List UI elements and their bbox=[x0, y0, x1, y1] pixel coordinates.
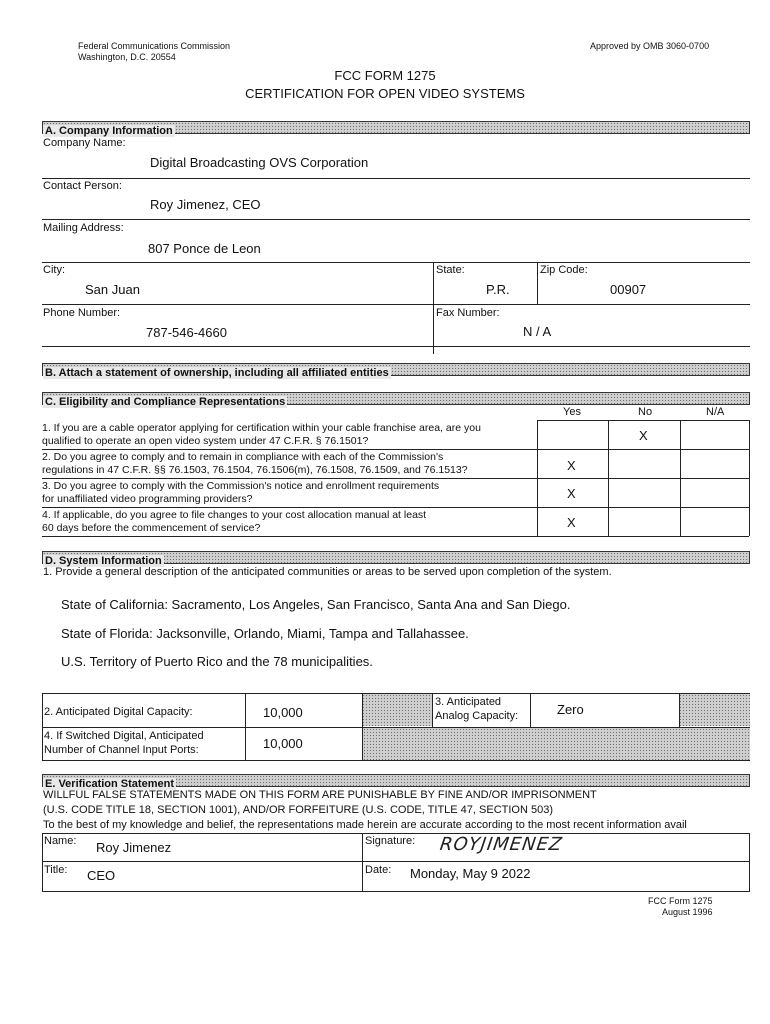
section-e-header bbox=[42, 774, 750, 790]
signature-value: ROYJIMENEZ bbox=[438, 834, 564, 855]
date-label: Date: bbox=[365, 864, 392, 876]
title-label: Title: bbox=[44, 864, 68, 876]
divider bbox=[42, 304, 750, 305]
divider bbox=[749, 420, 750, 536]
state-value: P.R. bbox=[486, 282, 510, 297]
section-d-header bbox=[42, 551, 750, 567]
d-question-1: 1. Provide a general description of the anticipated communities or areas to be served upon completion of the system. bbox=[43, 566, 612, 578]
divider bbox=[530, 693, 531, 727]
divider bbox=[537, 420, 749, 421]
column-yes: Yes bbox=[563, 406, 581, 418]
warning-line-2: (U.S. CODE TITLE 18, SECTION 1001), AND/OR FORFEITURE (U.S. CODE, TITLE 47, SECTION 503) bbox=[43, 804, 553, 816]
divider bbox=[42, 833, 43, 891]
c-question-4-line-2: 60 days before the commencement of service? bbox=[42, 522, 261, 534]
analog-capacity-label-2: Analog Capacity: bbox=[435, 710, 519, 722]
divider bbox=[42, 861, 750, 862]
c-question-1-mark: X bbox=[639, 428, 648, 443]
signature-label: Signature: bbox=[365, 835, 416, 847]
omb-approval: Approved by OMB 3060-0700 bbox=[590, 41, 710, 51]
attestation-text: To the best of my knowledge and belief, the representations made herein are accurate according to the most recent information avail bbox=[43, 819, 687, 831]
channel-ports-label-1: 4. If Switched Digital, Anticipated bbox=[44, 730, 204, 742]
divider bbox=[42, 536, 749, 537]
name-label: Name: bbox=[44, 835, 77, 847]
divider bbox=[42, 178, 750, 179]
description-line-1: State of California: Sacramento, Los Angeles, San Francisco, Santa Ana and San Diego. bbox=[61, 597, 571, 612]
section-b-heading: B. Attach a statement of ownership, including all affiliated entities bbox=[45, 367, 389, 379]
phone-number-label: Phone Number: bbox=[43, 307, 121, 319]
shaded-cell bbox=[362, 694, 432, 726]
divider bbox=[42, 833, 750, 834]
city-value: San Juan bbox=[85, 282, 140, 297]
divider bbox=[362, 833, 363, 891]
title-value: CEO bbox=[87, 868, 116, 883]
zip-code-label: Zip Code: bbox=[540, 264, 588, 276]
footer-date: August 1996 bbox=[662, 907, 713, 917]
zip-code-value: 00907 bbox=[610, 282, 647, 297]
channel-ports-value: 10,000 bbox=[263, 736, 303, 751]
divider bbox=[537, 262, 538, 304]
company-name-value: Digital Broadcasting OVS Corporation bbox=[150, 155, 369, 170]
fax-number-label: Fax Number: bbox=[436, 307, 500, 319]
divider bbox=[433, 262, 434, 354]
mailing-address-value: 807 Ponce de Leon bbox=[148, 241, 261, 256]
footer-form: FCC Form 1275 bbox=[648, 896, 713, 906]
form-title: FCC FORM 1275 bbox=[334, 68, 436, 83]
section-c-header bbox=[42, 392, 750, 408]
c-question-2-line-1: 2. Do you agree to comply and to remain in compliance with each of the Commission's bbox=[42, 451, 444, 463]
digital-capacity-label: 2. Anticipated Digital Capacity: bbox=[44, 706, 193, 718]
channel-ports-label-2: Number of Channel Input Ports: bbox=[44, 744, 199, 756]
description-line-2: State of Florida: Jacksonville, Orlando, Miami, Tampa and Tallahassee. bbox=[61, 626, 469, 641]
agency-address: Washington, D.C. 20554 bbox=[78, 52, 176, 62]
fax-number-value: N / A bbox=[523, 324, 552, 339]
description-line-3: U.S. Territory of Puerto Rico and the 78 municipalities. bbox=[61, 654, 373, 669]
shaded-cell bbox=[363, 728, 750, 760]
divider bbox=[42, 346, 750, 347]
name-value: Roy Jimenez bbox=[96, 840, 172, 855]
divider bbox=[42, 507, 749, 508]
digital-capacity-value: 10,000 bbox=[263, 705, 303, 720]
divider bbox=[679, 693, 680, 727]
warning-line-1: WILLFUL FALSE STATEMENTS MADE ON THIS FORM ARE PUNISHABLE BY FINE AND/OR IMPRISONMENT bbox=[43, 789, 597, 801]
c-question-3-mark: X bbox=[567, 486, 576, 501]
c-question-2-line-2: regulations in 47 C.F.R. §§ 76.1503, 76.1504, 76.1506(m), 76.1508, 76.1509, and 76.1513? bbox=[42, 464, 468, 476]
date-value: Monday, May 9 2022 bbox=[410, 866, 531, 881]
divider bbox=[42, 219, 750, 220]
section-a-header bbox=[42, 121, 750, 137]
divider bbox=[42, 478, 749, 479]
section-c-heading: C. Eligibility and Compliance Representations bbox=[45, 396, 286, 408]
c-question-1-line-1: 1. If you are a cable operator applying for certification within your cable franchise area, are you bbox=[42, 422, 481, 434]
section-e-heading: E. Verification Statement bbox=[45, 778, 174, 790]
city-label: City: bbox=[43, 264, 65, 276]
contact-person-label: Contact Person: bbox=[43, 180, 122, 192]
column-no: No bbox=[638, 406, 653, 418]
agency-name: Federal Communications Commission bbox=[78, 41, 231, 51]
analog-capacity-label-1: 3. Anticipated bbox=[435, 696, 502, 708]
section-d-heading: D. System Information bbox=[45, 555, 162, 567]
divider bbox=[432, 693, 433, 727]
column-na: N/A bbox=[706, 406, 725, 418]
analog-capacity-value: Zero bbox=[557, 702, 584, 717]
shaded-cell bbox=[679, 694, 750, 726]
company-name-label: Company Name: bbox=[43, 137, 126, 149]
c-question-1-line-2: qualified to operate an open video system under 47 C.F.R. § 76.1501? bbox=[42, 435, 369, 447]
phone-number-value: 787-546-4660 bbox=[146, 325, 227, 340]
c-question-4-mark: X bbox=[567, 515, 576, 530]
divider bbox=[749, 833, 750, 891]
divider bbox=[42, 891, 750, 892]
contact-person-value: Roy Jimenez, CEO bbox=[150, 197, 261, 212]
divider bbox=[42, 449, 749, 450]
mailing-address-label: Mailing Address: bbox=[43, 222, 124, 234]
divider bbox=[42, 760, 750, 761]
form-subtitle: CERTIFICATION FOR OPEN VIDEO SYSTEMS bbox=[245, 86, 525, 101]
c-question-4-line-1: 4. If applicable, do you agree to file changes to your cost allocation manual at least bbox=[42, 509, 427, 521]
section-a-heading: A. Company Information bbox=[45, 125, 173, 137]
state-label: State: bbox=[436, 264, 465, 276]
c-question-3-line-1: 3. Do you agree to comply with the Commission's notice and enrollment requirements bbox=[42, 480, 440, 492]
section-b-header bbox=[42, 363, 750, 379]
c-question-3-line-2: for unaffiliated video programming providers? bbox=[42, 493, 253, 505]
c-question-2-mark: X bbox=[567, 458, 576, 473]
divider bbox=[42, 262, 750, 263]
